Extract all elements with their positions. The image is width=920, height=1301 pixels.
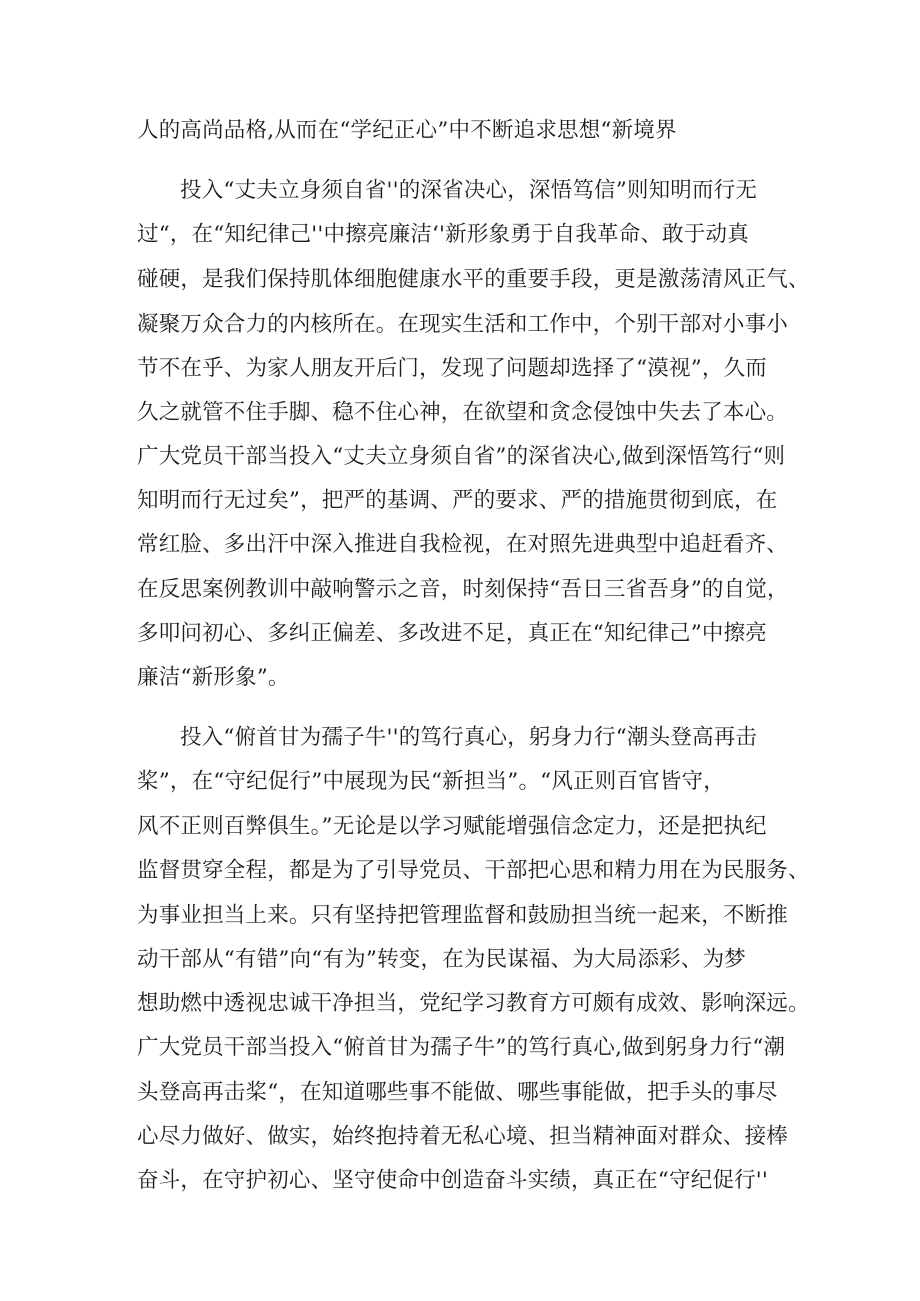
paragraph-1-line: 知明而行无过矣”，把严的基调、严的要求、严的措施贯彻到底，在 bbox=[137, 488, 778, 513]
paragraph-1-line: 节不在乎、为家人朋友开后门，发现了问题却选择了“漠视”，久而 bbox=[137, 356, 767, 381]
paragraph-1-line: 廉洁“新形象”。 bbox=[137, 665, 290, 690]
paragraph-2-line: 桨”，在“守纪促行”中展现为民“新担当”。“风正则百官皆守， bbox=[137, 769, 725, 794]
paragraph-1-line: 在反思案例教训中敲响警示之音，时刻保持“吾日三省吾身”的自觉， bbox=[137, 577, 789, 602]
paragraph-1-line: 凝聚万众合力的内核所在。在现实生活和工作中，个别干部对小事小 bbox=[137, 312, 789, 337]
paragraph-2-line: 监督贯穿全程，都是为了引导党员、干部把心思和精力用在为民服务、 bbox=[137, 858, 810, 883]
intro-line: 人的高尚品格,从而在“学纪正心”中不断追求思想“新境界 bbox=[137, 118, 677, 143]
paragraph-2-line: 想助燃中透视忠诚干净担当，党纪学习教育方可颇有成效、影响深远。 bbox=[137, 991, 810, 1016]
paragraph-1-line: 碰硬，是我们保持肌体细胞健康水平的重要手段，更是激荡清风正气、 bbox=[137, 267, 810, 292]
paragraph-2-line: 风不正则百弊俱生。”无论是以学习赋能增强信念定力，还是把执纪 bbox=[137, 814, 767, 839]
paragraph-1-line: 多叩问初心、多纠正偏差、多改进不足，真正在“知纪律己”中擦亮 bbox=[137, 621, 767, 646]
paragraph-1-line: 常红脸、多出汗中深入推进自我检视，在对照先进典型中追赶看齐、 bbox=[137, 532, 789, 557]
paragraph-2-line: 投入“俯首甘为孺子牛''的笃行真心，躬身力行“潮头登高再击 bbox=[180, 725, 758, 750]
paragraph-2-line: 广大党员干部当投入“俯首甘为孺子牛”的笃行真心,做到躬身力行“潮 bbox=[137, 1035, 786, 1060]
paragraph-2-line: 心尽力做好、做实，始终抱持着无私心境、担当精神面对群众、接棒 bbox=[137, 1124, 789, 1149]
paragraph-2-line: 头登高再击桨“，在知道哪些事不能做、哪些事能做，把手头的事尽 bbox=[137, 1080, 778, 1105]
paragraph-1-line: 投入“丈夫立身须自省''的深省决心，深悟笃信”则知明而行无 bbox=[180, 178, 758, 203]
paragraph-1-line: 广大党员干部当投入“丈夫立身须自省”的深省决心,做到深悟笃行“则 bbox=[137, 444, 786, 469]
paragraph-1-line: 过“，在“知纪律己''中擦亮廉洁‘'新形象勇于自我革命、敢于动真 bbox=[137, 222, 749, 247]
paragraph-2-line: 为事业担当上来。只有坚持把管理监督和鼓励担当统一起来，不断推 bbox=[137, 903, 789, 928]
paragraph-1-line: 久之就管不住手脚、稳不住心神，在欲望和贪念侵蚀中失去了本心。 bbox=[137, 400, 789, 425]
paragraph-2-line: 动干部从“有错”向“有为”转变，在为民谋福、为大局添彩、为梦 bbox=[137, 947, 746, 972]
paragraph-2-line: 奋斗，在守护初心、坚守使命中创造奋斗实绩，真正在“守纪促行'' bbox=[137, 1168, 769, 1193]
